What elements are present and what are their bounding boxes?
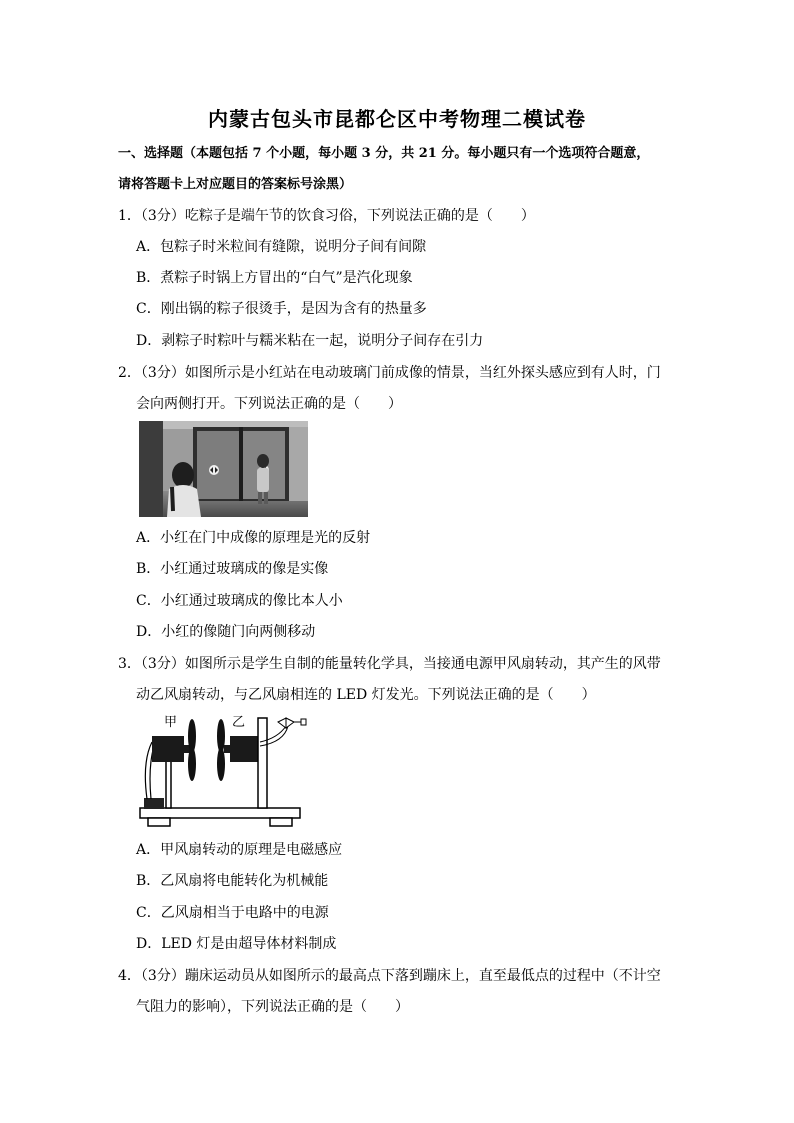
question-4-stem-line2: 气阻力的影响），下列说法正确的是（ ） — [136, 999, 409, 1015]
label-jia: 甲 — [164, 715, 178, 730]
question-3-option-d: D．LED 灯是由超导体材料制成 — [136, 936, 337, 952]
page-title: 内蒙古包头市昆都仑区中考物理二模试卷 — [208, 107, 586, 131]
question-3-stem-line1: 3．（3分）如图所示是学生自制的能量转化学具，当接通电源甲风扇转动，其产生的风带 — [118, 656, 661, 672]
question-3-stem-line2: 动乙风扇转动，与乙风扇相连的 LED 灯发光。下列说法正确的是（ ） — [136, 687, 596, 703]
question-2-stem-line2: 会向两侧打开。下列说法正确的是（ ） — [136, 396, 402, 412]
question-3-option-c: C．乙风扇相当于电路中的电源 — [136, 905, 329, 921]
question-1-option-c: C．刚出锅的粽子很烫手，是因为含有的热量多 — [136, 301, 427, 317]
question-1-option-b: B．煮粽子时锅上方冒出的“白气”是汽化现象 — [136, 270, 413, 286]
section-heading-line2: 请将答题卡上对应题目的答案标号涂黑） — [118, 177, 353, 192]
question-2-option-c: C．小红通过玻璃成的像比本人小 — [136, 593, 343, 609]
question-3-option-b: B．乙风扇将电能转化为机械能 — [136, 873, 329, 889]
question-1-option-a: A．包粽子时米粒间有缝隙，说明分子间有间隙 — [136, 239, 427, 255]
question-1-stem: 1．（3分）吃粽子是端午节的饮食习俗，下列说法正确的是（ ） — [118, 208, 535, 224]
question-2-option-b: B．小红通过玻璃成的像是实像 — [136, 561, 329, 577]
label-yi: 乙 — [232, 715, 246, 730]
question-1-option-d: D．剥粽子时粽叶与糯米粘在一起，说明分子间存在引力 — [136, 333, 484, 349]
question-3-option-a: A．甲风扇转动的原理是电磁感应 — [136, 842, 343, 858]
section-heading-line1: 一、选择题（本题包括 7 个小题，每小题 3 分，共 21 分。每小题只有一个选项符合题意， — [118, 146, 650, 161]
glass-door-photo — [139, 421, 308, 517]
question-2-option-a: A．小红在门中成像的原理是光的反射 — [136, 530, 371, 546]
question-2-stem-line1: 2．（3分）如图所示是小红站在电动玻璃门前成像的情景，当红外探头感应到有人时，门 — [118, 365, 661, 381]
question-2-option-d: D．小红的像随门向两侧移动 — [136, 624, 316, 640]
fan-energy-device-figure — [138, 712, 308, 830]
question-4-stem-line1: 4．（3分）蹦床运动员从如图所示的最高点下落到蹦床上，直至最低点的过程中（不计空 — [118, 968, 661, 984]
